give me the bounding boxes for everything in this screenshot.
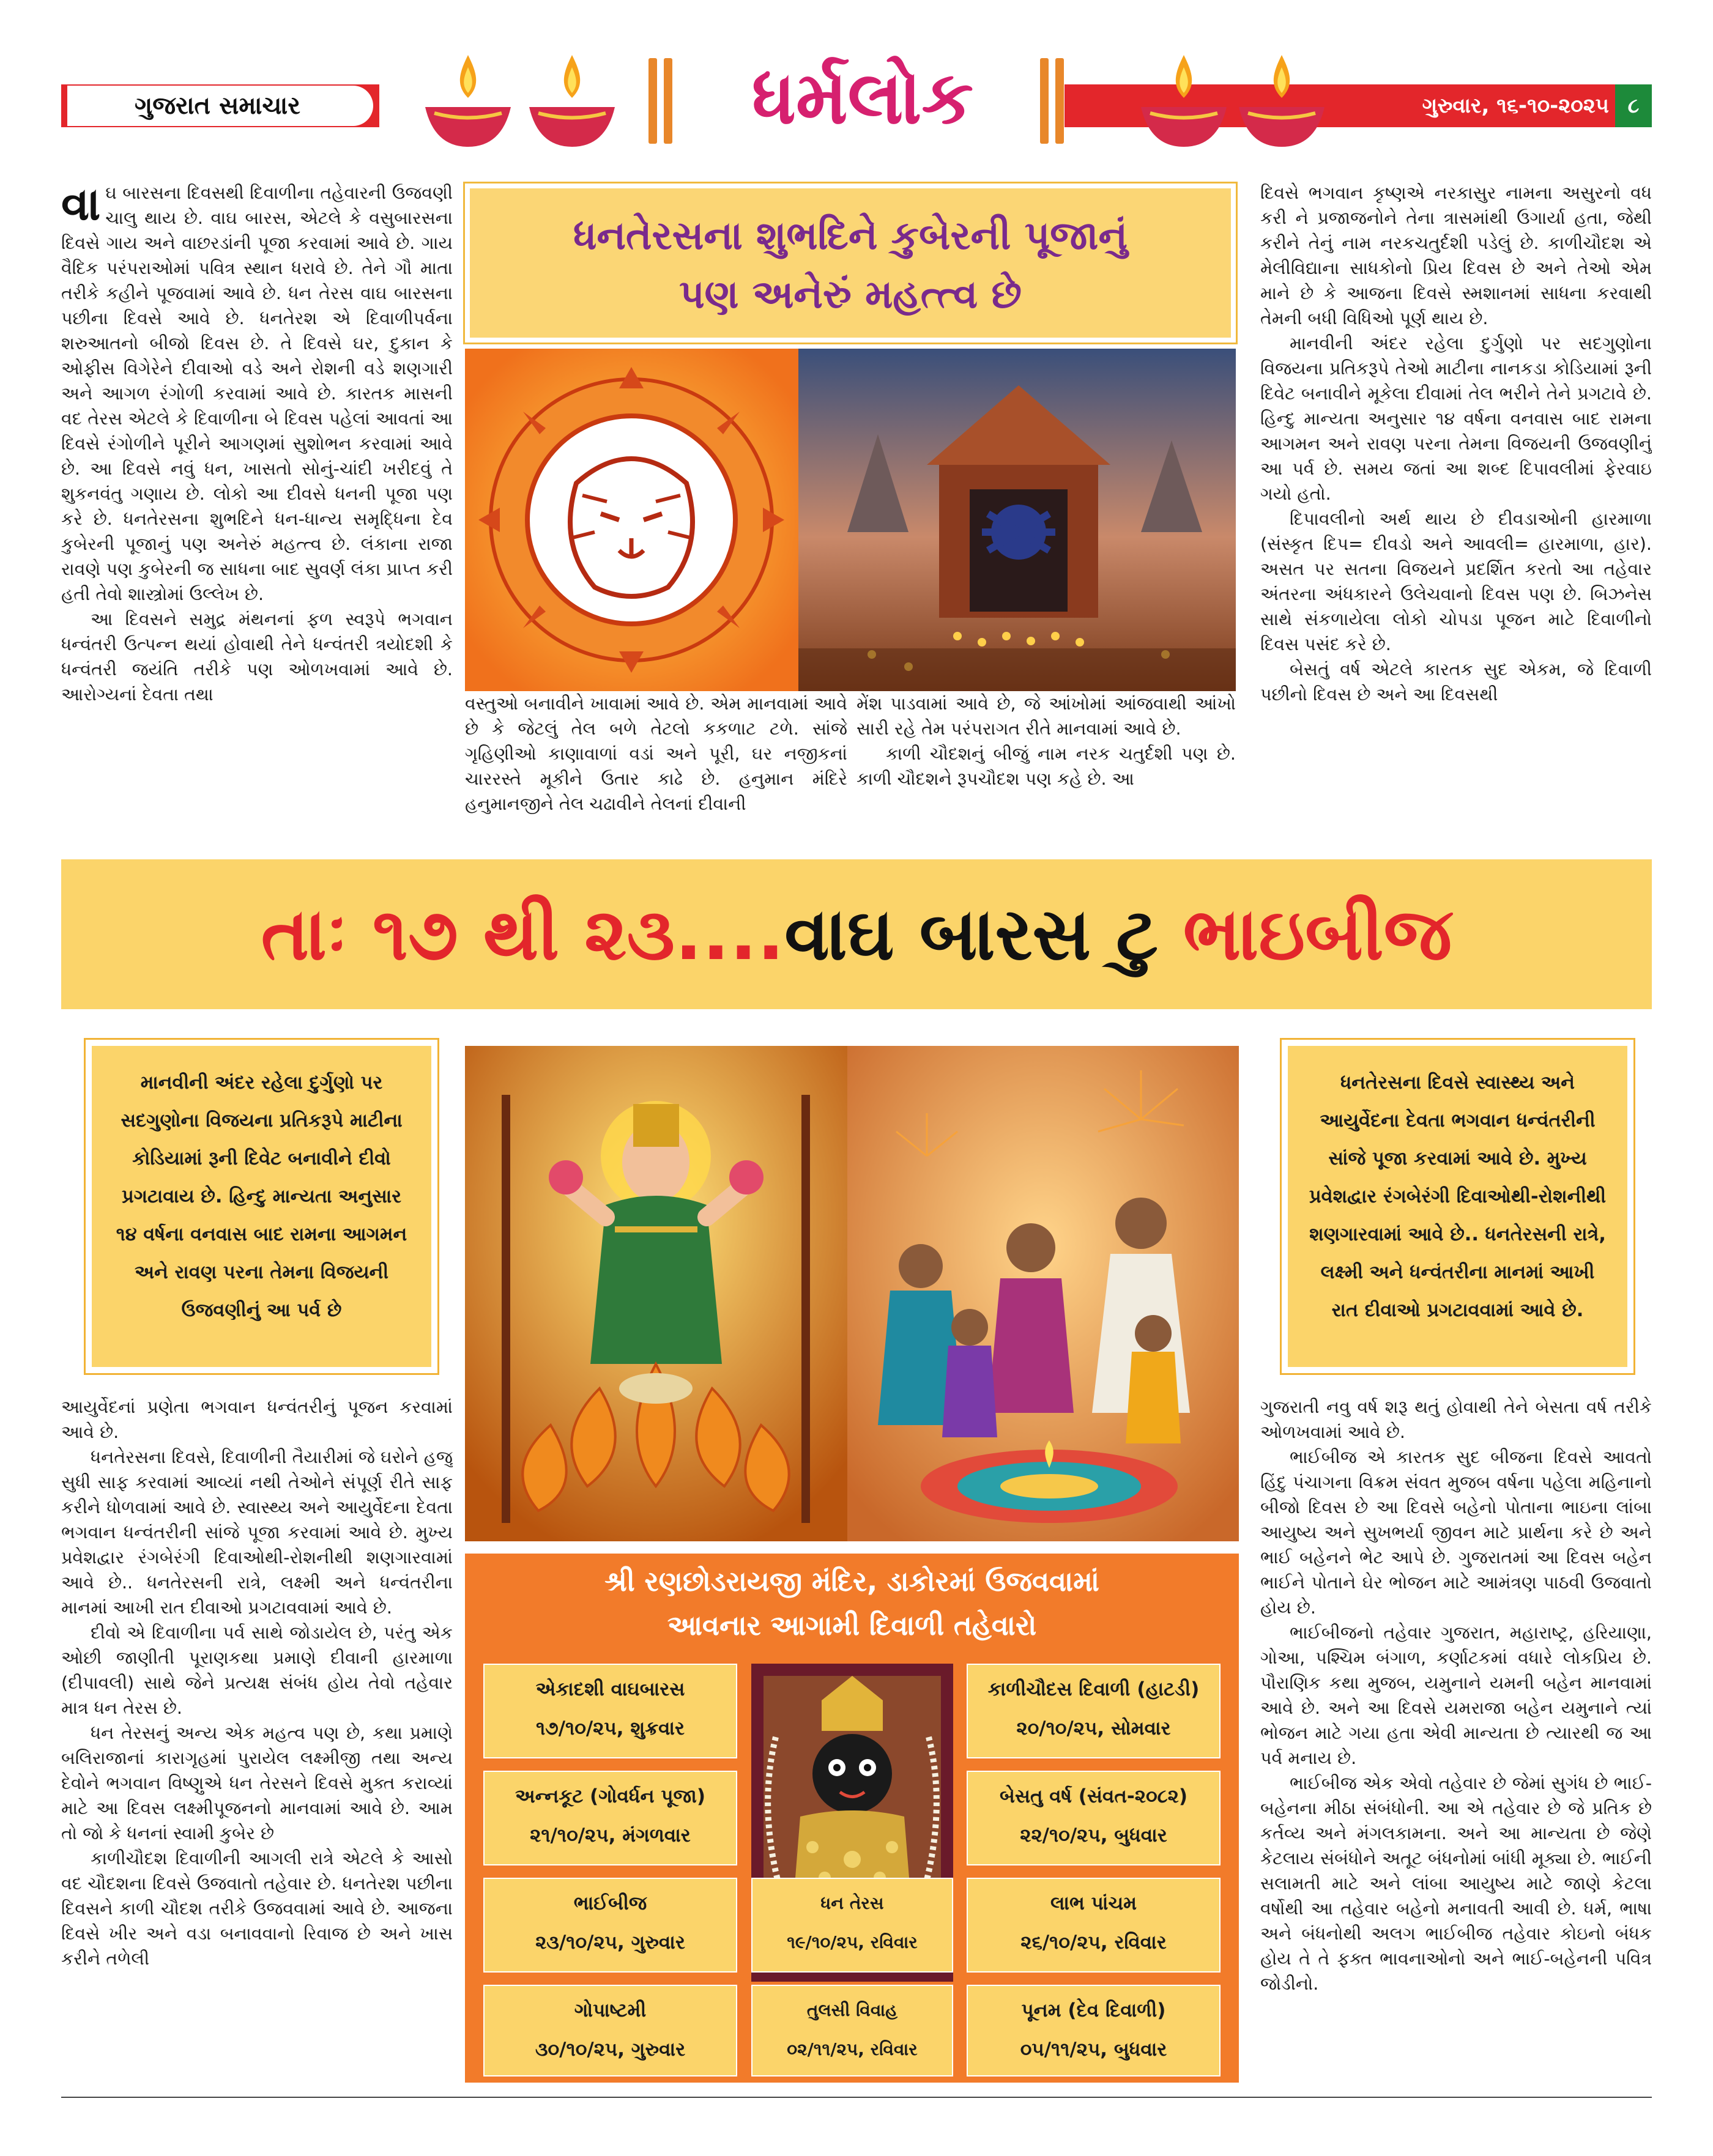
section-logo: ધર્મલોક [751, 54, 974, 141]
event-date: ૨૦/૧૦/૨૫, સોમવાર [1016, 1717, 1171, 1739]
event-date: ૨૩/૧૦/૨૫, ગુરુવાર [535, 1932, 685, 1954]
event-name: અન્નકૂટ (ગોવર્ધન પૂજા) [515, 1785, 705, 1807]
article-col-3 [856, 691, 1236, 838]
headline-box [465, 183, 1236, 343]
event-name: એકાદશી વાઘબારસ [535, 1678, 685, 1700]
festival-event-cell [483, 1878, 737, 1973]
festival-title-line-2: આવનાર આગામી દિવાળી તહેવારો [667, 1609, 1037, 1642]
pull-quote-text: ધનતેરસના દિવસે સ્વાસ્થ્ય અને આયુર્વેદના દેવતા ભગવાન ધન્વંતરીની સાંજે પૂજા કરવામાં આવે છે. મુખ્ય પ્રવેશદ્વાર રંગબેરંગી દિવાઓથી-રોશનીથી શણગારવામાં આવે છે.. ધનતેરસની રાત્રે, લક્ષ્મી અને ધન્વંતરીના માનમાં આખી રાત દીવાઓ પ્રગટાવવામાં આવે છે. [1309, 1072, 1607, 1321]
date-range-banner [61, 859, 1652, 1009]
paragraph: ભાઈબીજ એ કારતક સુદ બીજના દિવસે આવતો હિંદુ પંચાગના વિક્રમ સંવત મુજબ વર્ષના પહેલા મહિનાનો બીજો દિવસ છે આ દિવસે બહેનો પોતાના ભાઇના લાંબા આયુષ્ય અને સુખભર્યા જીવન માટે પ્રાર્થના કરે છે અને ભાઈ બહેનને ભેટ આપે છે. ગુજરાતમાં આ દિવસ બહેન ભાઈને પોતાને ઘેર ભોજન માટે આમંત્રણ પાઠવી ઉજવાતો હોય છે. [1260, 1447, 1652, 1618]
paragraph: ઘ બારસના દિવસથી દિવાળીના તહેવારની ઉજવણી ચાલુ થાય છે. વાઘ બારસ, એટલે કે વસુબારસના દિવસે ગાય અને વાછરડાંની પૂજા કરવામાં આવે છે. ગાય વૈદિક પરંપરાઓમાં પવિત્ર સ્થાન ધરાવે છે. તેને ગૌ માતા તરીકે કહીને પૂજવામાં આવે છે. ધન તેરસ વાઘ બારસના પછીના દિવસે આવે છે. ધનતેરશ એ દિવાળીપર્વના શરુઆતનો બીજો દિવસ છે. તે દિવસે ઘર, દુકાન કે ઓફીસ વિગેરેને દીવાઓ વડે અને રોશની વડે શણગારી અને આગળ રંગોળી કરવામાં આવે છે. કારતક માસની વદ તેરસ એટલે કે દિવાળીના બે દિવસ પહેલાં આવતાં આ દિવસે રંગોળીને પૂરીને આગણમાં સુશોભન કરવામાં આવે છે. આ દિવસે નવું ધન, ખાસતો સોનું-ચાંદી ખરીદવું તે શુકનવંતુ ગણાય છે. લોકો આ દીવસે ધનની પૂજા પણ કરે છે. ધનતેરસના શુભદિને ધન-ધાન્ય સમૃદ્ધિના દેવ કુબેરની પૂજાનું પણ અનેરું મહત્ત્વ છે. લંકાના રાજા રાવણે પણ કુબેરની જ સાધના બાદ સુવર્ણ લંકા પ્રાપ્ત કરી હતી તેવો શાસ્ત્રોમાં ઉલ્લેખ છે. [61, 183, 453, 604]
event-date: ૨૬/૧૦/૨૫, રવિવાર [1020, 1932, 1167, 1954]
festival-event-cell [483, 1664, 737, 1758]
event-date: ૧૭/૧૦/૨૫, શુક્રવાર [535, 1717, 685, 1739]
paragraph: ભાઈબીજનો તહેવાર ગુજરાત, મહારાષ્ટ્ર, હરિયાણા, ગોઆ, પશ્ચિમ બંગાળ, કર્ણાટકમાં વધારે લોકપ્રિય છે. પૌરાણિક કથા મુજબ, યમુનાને યમની બહેન માનવામાં આવે છે. અને આ દિવસે યમરાજા બહેન યમુનાને ત્યાં ભોજન માટે ગયા હતા એવી માન્યતા છે ત્યારથી જ આ પર્વ મનાય છે. [1260, 1623, 1652, 1768]
pull-quote-left [86, 1040, 437, 1373]
paragraph: વસ્તુઓ બનાવીને ખાવામાં આવે છે. એમ માનવામાં આવે છે કે જેટલું તેલ બળે તેટલો કકળાટ ટળે. સાંજે ગૃહિણીઓ કાણાવાળાં વડાં અને પૂરી, ઘર નજીકનાં ચારરસ્તે મૂકીને ઉતાર કાઢે છે. હનુમાન મંદિરે હનુમાનજીને તેલ ચઢાવીને તેલનાં દીવાની [465, 694, 847, 814]
festival-event-cell [751, 1878, 953, 1973]
banner-date-range: તાઃ ૧૭ થી ૨૩.... [261, 892, 785, 976]
event-date: ૨૧/૧૦/૨૫, મંગળવાર [530, 1824, 691, 1847]
festival-event-cell [967, 1664, 1221, 1758]
banner-festival-start: વાઘ બારસ ટુ [784, 892, 1183, 976]
paragraph: મેંશ પાડવામાં આવે છે, જે આંખોમાં આંજવાથી આંખો સારી રહે તેમ પરંપરાગત રીતે માનવામાં આવે છે. [856, 694, 1236, 739]
paragraph: આ દિવસને સમુદ્ર મંથનનાં ફળ સ્વરૂપે ભગવાન ધન્વંતરી ઉત્પન્ન થયાં હોવાથી તેને ધન્વંતરી ત્રયોદશી કે ધન્વંતરી જયંતિ તરીકે પણ ઓળખવામાં આવે છે. આરોગ્યનાં દેવતા તથા [61, 609, 453, 705]
diya-icon [422, 49, 514, 153]
page-number: ૮ [1615, 84, 1652, 127]
paragraph: ભાઈબીજ એક એવો તહેવાર છે જેમાં સુગંધ છે ભાઈ-બહેનના મીઠા સંબંધોની. આ એ તહેવાર છે જે પ્રતિક છે કર્તવ્ય અને મંગલકામના. અને આ માન્યતા છે જેણે કેટલાય સંબંધોને અતૂટ બંધનોમાં બાંધી મૂક્યા છે. ભાઈની સલામતી માટે અને લાંબા આયુષ્ય માટે જાણે કેટલા વર્ષોથી આ તહેવાર બહેનો મનાવતી આવી છે. ધર્મ, ભાષા અને બંધનોથી અલગ ભાઈબીજ તહેવાર કોઇનો બંધક હોય તે તે ફક્ત ભાવનાઓનો અને ભાઈ-બહેનની પવિત્ર જોડીનો. [1260, 1773, 1652, 1994]
headline-line-2: પણ અનેરું મહત્ત્વ છે [679, 272, 1022, 317]
event-date: ૦૨/૧૧/૨૫, રવિવાર [787, 2039, 918, 2059]
banner-festival-end: ભાઇબીજ [1183, 892, 1452, 976]
paper-name: ગુજરાત સમાચાર [67, 86, 373, 126]
festival-event-cell [483, 1771, 737, 1865]
kuber-tiger-image [465, 349, 798, 691]
article-col-1 [61, 180, 453, 829]
festival-event-cell [967, 1985, 1221, 2076]
divider-pillar [1055, 58, 1064, 144]
diya-icon [1236, 49, 1328, 153]
event-name: કાળીચૌદસ દિવાળી (હાટડી) [987, 1678, 1200, 1700]
paragraph: કાળીચૌદશ દિવાળીની આગલી રાત્રે એટલે કે આસો વદ ચૌદશના દિવસે ઉજવાતો તહેવાર છે. ધનતેરશ પછીના દિવસને કાળી ચૌદશ તરીકે ઉજવવામાં આવે છે. આજના દિવસે ખીર અને વડા બનાવવાનો રિવાજ છે અને ખાસ કરીને તળેલી [61, 1848, 453, 1969]
paragraph: બેસતું વર્ષ એટલે કારતક સુદ એકમ, જે દિવાળી પછીનો દિવસ છે અને આ દિવસથી [1260, 659, 1652, 705]
event-date: ૧૯/૧૦/૨૫, રવિવાર [787, 1932, 918, 1952]
paragraph: ગુજરાતી નવુ વર્ષ શરૂ થતું હોવાથી તેને બેસતા વર્ષ તરીકે ઓળખવામાં આવે છે. [1260, 1397, 1652, 1442]
festival-event-cell [967, 1878, 1221, 1973]
festival-title-line-1: શ્રી રણછોડરાયજી મંદિર, ડાકોરમાં ઉજવવામાં [604, 1565, 1099, 1598]
family-diwali-image [847, 1046, 1239, 1541]
article-col-4 [1260, 180, 1652, 829]
event-name: ભાઈબીજ [573, 1892, 647, 1914]
lakshmi-image [465, 1046, 847, 1541]
paragraph: આયુર્વેદનાં પ્રણેતા ભગવાન ધન્વંતરીનું પૂજન કરવામાં આવે છે. [61, 1397, 453, 1442]
paragraph: માનવીની અંદર રહેલા દુર્ગુણો પર સદગુણોના વિજયના પ્રતિકરૂપે તેઓ માટીના નાનકડા કોડિયામાં રૂની દિવેટ બનાવીને મૂકેલા દીવામાં તેલ ભરીને તેને પ્રગટાવે છે. હિન્દુ માન્યતા અનુસાર ૧૪ વર્ષના વનવાસ બાદ રામના આગમન અને રાવણ પરના તેમના વિજયની ઉજવણીનું આ પર્વ છે. સમય જતાં આ શબ્દ દિપાવલીમાં ફેરવાઇ ગયો હતો. [1260, 333, 1652, 504]
paragraph: કાળી ચૌદશનું બીજું નામ નરક ચતુર્દશી પણ છે. કાળી ચૌદશને રૂપચૌદશ પણ કહે છે. આ [856, 744, 1236, 789]
paragraph: ધન તેરસનું અન્ય એક મહત્વ પણ છે, કથા પ્રમાણે બલિરાજાનાં કારાગૃહમાં પુરાયેલ લક્ષ્મીજી તથા અન્ય દેવોને ભગવાન વિષ્ણુએ ધન તેરસને દિવસે મુક્ત કરાવ્યાં માટે આ દિવસ લક્ષ્મીપૂજનનો માનવામાં આવે છે. આમ તો જો કે ધનનાં સ્વામી કુબેર છે [61, 1723, 453, 1843]
divider-pillar [664, 58, 672, 144]
pull-quote-right [1282, 1040, 1633, 1373]
diya-icon [526, 49, 618, 153]
paragraph: દિવસે ભગવાન કૃષ્ણએ નરકાસુર નામના અસુરનો વધ કરી ને પ્રજાજનોને તેના ત્રાસમાંથી ઉગાર્યા હતા, જેથી કરીને તેનું નામ નરકચતુર્દશી પડેલું છે. કાળીચૌદશ એ મેલીવિદ્યાના સાધકોનો પ્રિય દિવસ છે અને તેઓ એમ માને છે કે આજના દિવસે સ્મશાનમાં સાધના કરવાથી તેમની બધી વિધિઓ પૂર્ણ થાય છે. [1260, 183, 1652, 328]
paragraph: દીવો એ દિવાળીના પર્વ સાથે જોડાયેલ છે, પરંતુ એક ઓછી જાણીતી પૂરાણકથા પ્રમાણે દીવાની હારમાળા (દીપાવલી) સાથે જેને પ્રત્યક્ષ સંબંધ હોય તેવો તહેવાર માત્ર ધન તેરસ છે. [61, 1623, 453, 1718]
event-date: ૦૫/૧૧/૨૫, બુધવાર [1020, 2039, 1167, 2061]
festival-event-cell [967, 1771, 1221, 1865]
article-bottom-left [61, 1395, 453, 2086]
event-name: લાભ પાંચમ [1050, 1892, 1137, 1914]
event-name: ધન તેરસ [820, 1893, 884, 1913]
article-col-2 [465, 691, 847, 838]
issue-date: ગુરુવાર, ૧૬-૧૦-૨૦૨૫ [1422, 94, 1609, 118]
diya-icon [1138, 49, 1230, 153]
pull-quote-text: માનવીની અંદર રહેલા દુર્ગુણો પર સદગુણોના વિજયના પ્રતિકરૂપે માટીના કોડિયામાં રૂની દિવેટ બનાવીને દીવો પ્રગટાવાય છે. હિન્દુ માન્યતા અનુસાર ૧૪ વર્ષના વનવાસ બાદ રામના આગમન અને રાવણ પરના તેમના વિજયની ઉજવણીનું આ પર્વ છે [116, 1072, 407, 1321]
headline-line-1: ધનતેરસના શુભદિને કુબેરની પૂજાનું [573, 213, 1128, 259]
kali-temple-image [798, 349, 1236, 691]
paragraph: ધનતેરસના દિવસે, દિવાળીની તૈયારીમાં જે ઘરોને હજુ સુધી સાફ કરવામાં આવ્યાં નથી તેઓને સંપૂર્ણ રીતે સાફ કરીને ધોળવામાં આવે છે. સ્વાસ્થ્ય અને આયુર્વેદના દેવતા ભગવાન ધન્વંતરીની સાંજે પૂજા કરવામાં આવે છે. મુખ્ય પ્રવેશદ્વાર રંગબેરંગી દિવાઓથી-રોશનીથી શણગારવામાં આવે છે.. ધનતેરસની રાત્રે, લક્ષ્મી અને ધન્વંતરીના માનમાં આખી રાત દીવાઓ પ્રગટાવવામાં આવે છે. [61, 1447, 453, 1618]
paragraph: દિપાવલીનો અર્થ થાય છે દીવડાઓની હારમાળા (સંસ્કૃત દિપ= દીવડો અને આવલી= હારમાળા, હાર). અસત પર સતના વિજયને પ્રદર્શિત કરતો આ તહેવાર અંતરના અંધકારને ઉલેચવાનો દિવસ પણ છે. બિઝનેસ સાથે સંકળાયેલા લોકો ચોપડા પૂજન માટે દિવાળીનો દિવસ પસંદ કરે છે. [1260, 509, 1652, 654]
festival-event-cell [751, 1985, 953, 2076]
divider-pillar [1040, 58, 1049, 144]
festival-event-cell [483, 1985, 737, 2076]
dropcap: વા [61, 180, 101, 231]
festival-schedule-title [465, 1560, 1239, 1651]
event-name: તુલસી વિવાહ [806, 2000, 898, 2020]
event-date: ૩૦/૧૦/૨૫, ગુરુવાર [535, 2039, 686, 2061]
divider-pillar [648, 58, 657, 144]
article-bottom-right [1260, 1395, 1652, 2086]
event-name: બેસતુ વર્ષ (સંવત-૨૦૮૨) [999, 1785, 1188, 1807]
event-date: ૨૨/૧૦/૨૫, બુધવાર [1020, 1824, 1167, 1847]
event-name: ગોપાષ્ટમી [574, 1999, 647, 2021]
event-name: પૂનમ (દેવ દિવાળી) [1021, 1999, 1166, 2021]
page-bottom-rule [61, 2097, 1652, 2098]
